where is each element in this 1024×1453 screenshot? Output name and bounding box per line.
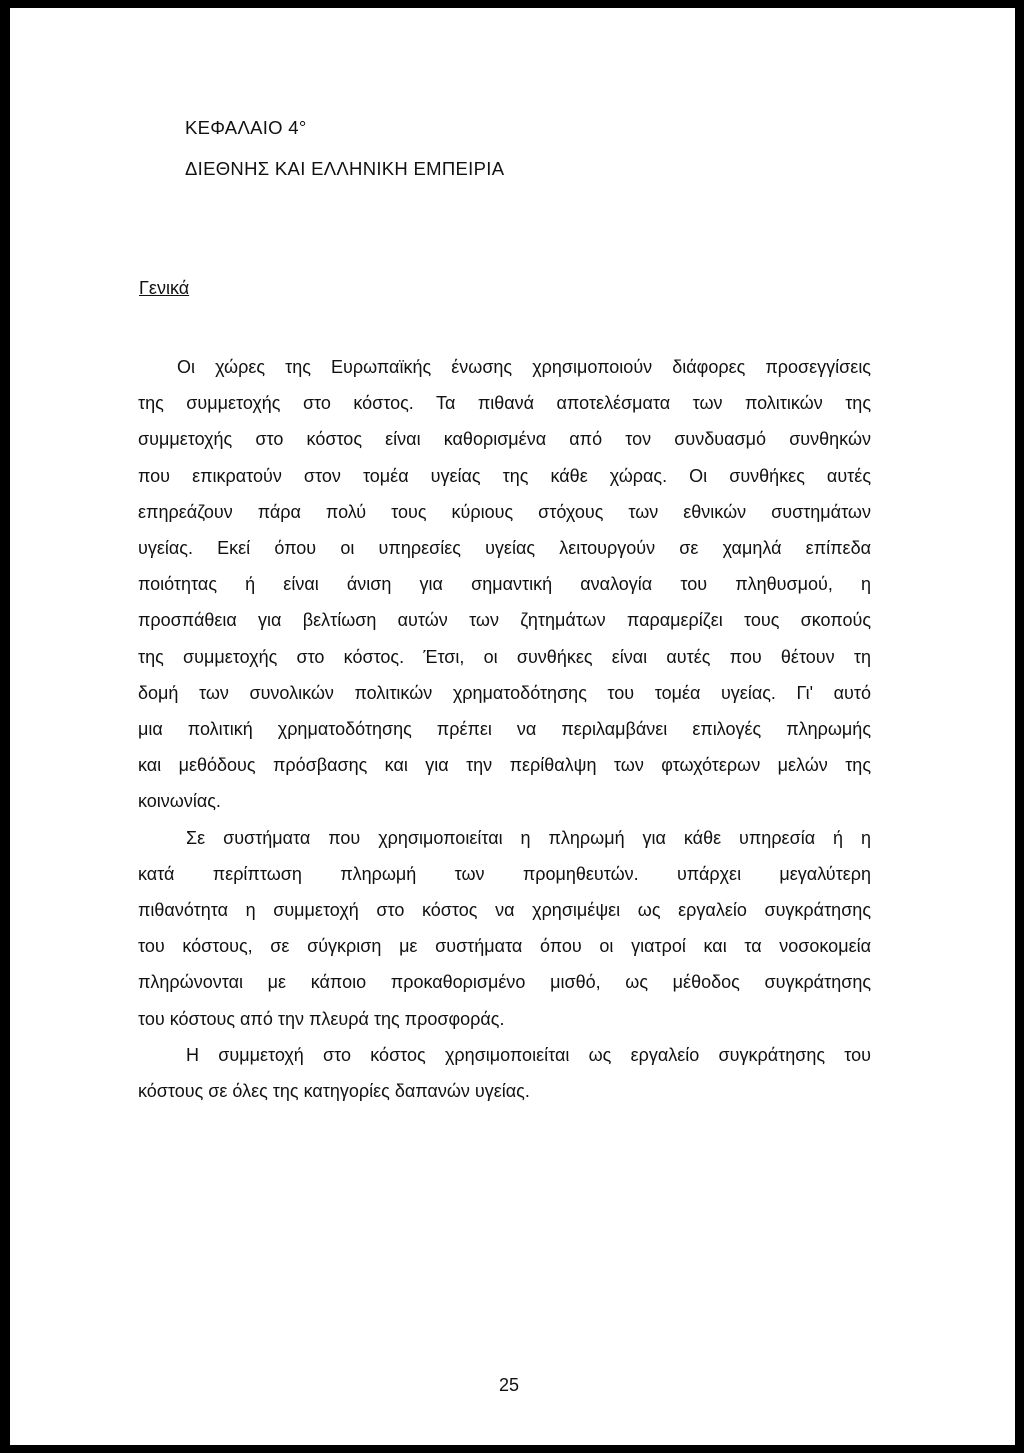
section-heading: Γενικά <box>139 278 190 298</box>
text-line: της συμμετοχής στο κόστος. Έτσι, οι συνθήκες είναι αυτές που θέτουν τη <box>138 646 871 667</box>
page-number: 25 <box>499 1375 520 1395</box>
text-line: Η συμμετοχή στο κόστος χρησιμοποιείται ως εργαλείο συγκράτησης του <box>186 1044 871 1065</box>
text-line: ποιότητας ή είναι άνιση για σημαντική αναλογία του πληθυσμού, η <box>138 574 871 595</box>
text-line: δομή των συνολικών πολιτικών χρηματοδότησης του τομέα υγείας. Γι' αυτό <box>138 682 871 703</box>
text-line: Οι χώρες της Ευρωπαϊκής ένωσης χρησιμοποιούν διάφορες προσεγγίσεις <box>177 357 871 377</box>
document-page <box>10 8 1015 1445</box>
text-line: και μεθόδους πρόσβασης και για την περίθαλψη των φτωχότερων μελών της <box>138 755 871 776</box>
body-text <box>138 349 871 1109</box>
text-line: συμμετοχής στο κόστος είναι καθορισμένα από τον συνδυασμό συνθηκών <box>138 429 871 450</box>
text-line: πληρώνονται με κάποιο προκαθορισμένο μισθό, ως μέθοδος συγκράτησης <box>138 972 871 993</box>
text-line: που επικρατούν στον τομέα υγείας της κάθε χώρας. Οι συνθήκες αυτές <box>138 465 871 486</box>
text-line: πιθανότητα η συμμετοχή στο κόστος να χρησιμέψει ως εργαλείο συγκράτησης <box>138 900 871 921</box>
text-line: του κόστους, σε σύγκριση με συστήματα όπου οι γιατροί και τα νοσοκομεία <box>138 936 871 957</box>
text-line: κατά περίπτωση πληρωμή των προμηθευτών. υπάρχει μεγαλύτερη <box>138 863 871 884</box>
text-line: μια πολιτική χρηματοδότησης πρέπει να περιλαμβάνει επιλογές πληρωμής <box>138 719 871 740</box>
chapter-title: ΔΙΕΘΝΗΣ ΚΑΙ ΕΛΛΗΝΙΚΗ ΕΜΠΕΙΡΙΑ <box>185 158 505 179</box>
text-line: του κόστους από την πλευρά της προσφοράς. <box>138 1008 505 1029</box>
text-line: προσπάθεια για βελτίωση αυτών των ζητημάτων παραμερίζει τους σκοπούς <box>138 610 871 631</box>
text-line: επηρεάζουν πάρα πολύ τους κύριους στόχους των εθνικών συστημάτων <box>138 501 871 522</box>
text-line: Σε συστήματα που χρησιμοποιείται η πληρωμή για κάθε υπηρεσία ή η <box>186 827 871 848</box>
text-line: κόστους σε όλες της κατηγορίες δαπανών υγείας. <box>138 1081 530 1102</box>
text-line: κοινωνίας. <box>138 791 221 812</box>
chapter-number: ΚΕΦΑΛΑΙΟ 4° <box>185 117 307 138</box>
text-line: υγείας. Εκεί όπου οι υπηρεσίες υγείας λειτουργούν σε χαμηλά επίπεδα <box>138 538 871 559</box>
text-line: της συμμετοχής στο κόστος. Τα πιθανά αποτελέσματα των πολιτικών της <box>138 393 871 414</box>
